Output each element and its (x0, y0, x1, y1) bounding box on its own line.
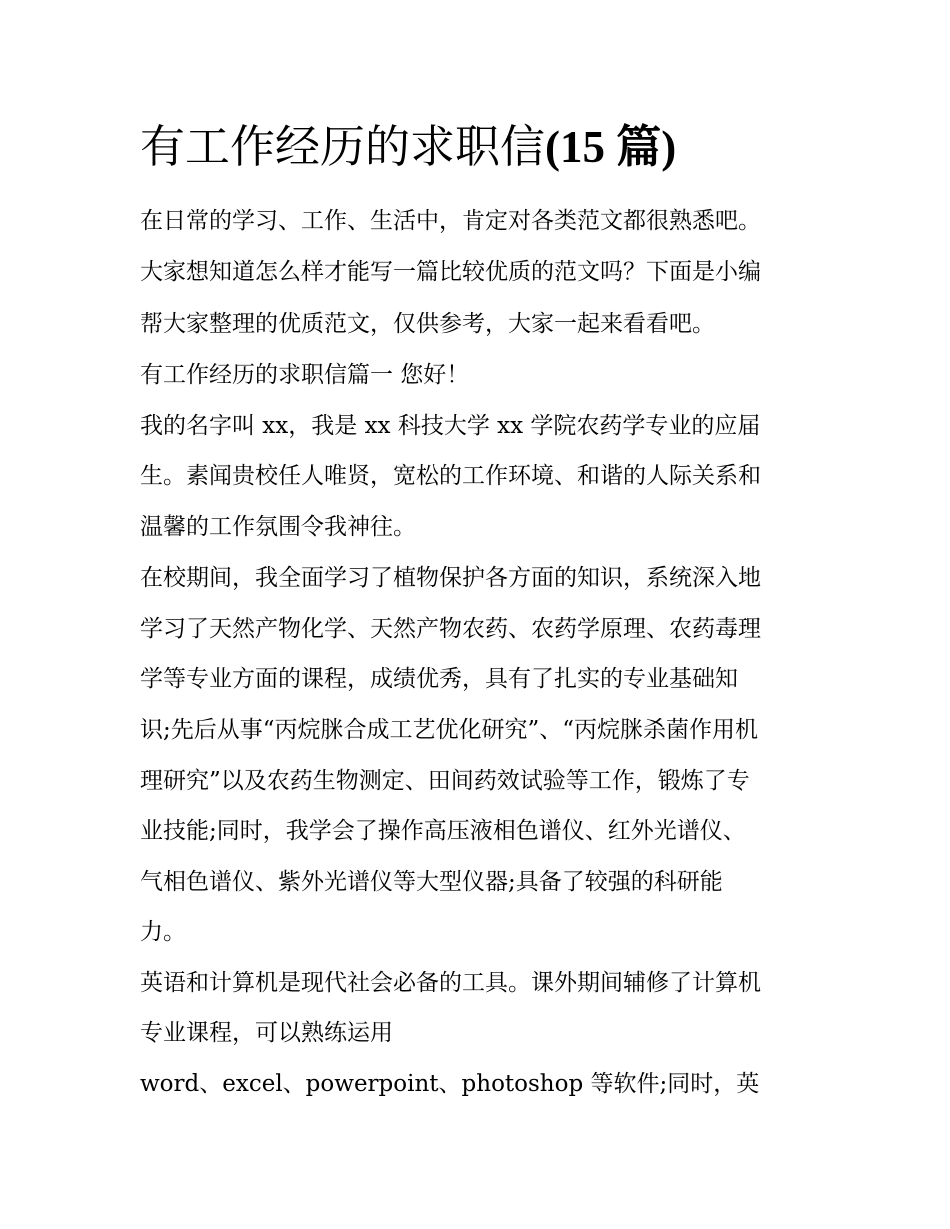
body-line: 帮大家整理的优质范文，仅供参考，大家一起来看看吧。 (140, 311, 715, 337)
body-line: 英语和计算机是现代社会必备的工具。课外期间辅修了计算机 (140, 970, 761, 996)
body-line: 在校期间，我全面学习了植物保护各方面的知识，系统深入地 (140, 565, 761, 591)
body-line: 在日常的学习、工作、生活中，肯定对各类范文都很熟悉吧。 (140, 208, 761, 234)
body-line: 识;先后从事“丙烷脒合成工艺优化研究”、“丙烷脒杀菌作用机 (140, 717, 759, 743)
body-line: 大家想知道怎么样才能写一篇比较优质的范文吗？下面是小编 (140, 259, 761, 285)
body-line: 理研究”以及农药生物测定、田间药效试验等工作，锻炼了专 (140, 768, 750, 794)
body-line: 气相色谱仪、紫外光谱仪等大型仪器;具备了较强的科研能 (140, 869, 723, 895)
body-line: 学习了天然产物化学、天然产物农药、农药学原理、农药毒理 (140, 616, 761, 642)
section-heading-line: 有工作经历的求职信篇一 您好！ (140, 362, 470, 388)
title-text: 有工作经历的求职信 (140, 120, 546, 173)
body-line: 力。 (140, 919, 186, 945)
title-count: (15 篇) (545, 122, 677, 172)
body-line: 业技能;同时，我学会了操作高压液相色谱仪、红外光谱仪、 (140, 818, 746, 844)
document-title (140, 112, 676, 182)
body-line: 我的名字叫 xx，我是 xx 科技大学 xx 学院农药学专业的应届 (140, 413, 761, 439)
body-line: 温馨的工作氛围令我神往。 (140, 514, 416, 540)
body-line: 专业课程，可以熟练运用 (140, 1020, 393, 1046)
body-line: word、excel、powerpoint、photoshop 等软件;同时，英 (140, 1071, 760, 1097)
body-line: 学等专业方面的课程，成绩优秀，具有了扎实的专业基础知 (140, 666, 738, 692)
body-line: 生。素闻贵校任人唯贤，宽松的工作环境、和谐的人际关系和 (140, 463, 761, 489)
